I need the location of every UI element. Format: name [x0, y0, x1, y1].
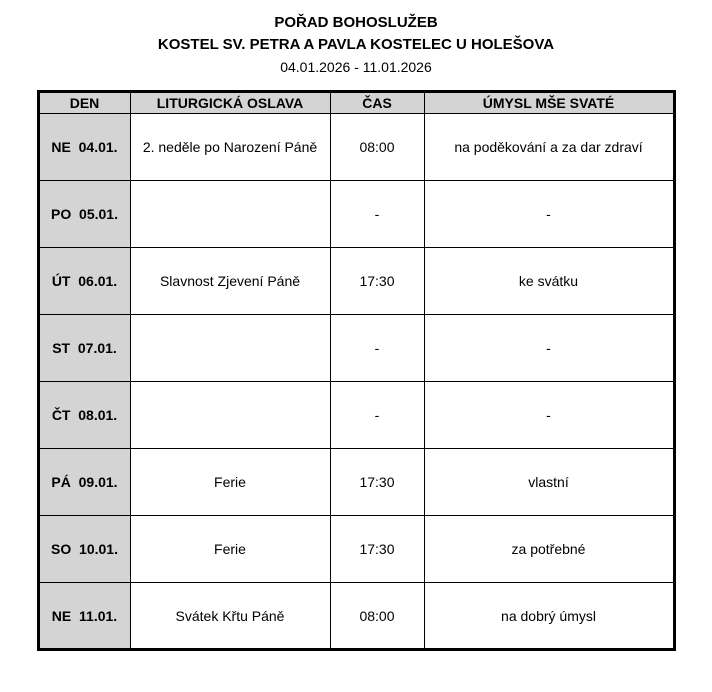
header-row	[38, 92, 674, 114]
intention-cell: ke svátku	[424, 248, 674, 315]
celebration-cell	[130, 315, 330, 382]
celebration-cell	[130, 382, 330, 449]
table-row	[38, 516, 674, 583]
table-row	[38, 449, 674, 516]
table-header	[38, 92, 674, 114]
day-cell: ÚT 06.01.	[38, 248, 130, 315]
day-cell: NE 04.01.	[38, 114, 130, 181]
celebration-cell: Ferie	[130, 516, 330, 583]
time-cell: -	[330, 181, 424, 248]
page-title: POŘAD BOHOSLUŽEB	[274, 14, 438, 31]
intention-cell: za potřebné	[424, 516, 674, 583]
day-cell: ČT 08.01.	[38, 382, 130, 449]
time-cell: -	[330, 382, 424, 449]
header-celebration: LITURGICKÁ OSLAVA	[130, 92, 330, 114]
time-cell: 17:30	[330, 449, 424, 516]
time-cell: -	[330, 315, 424, 382]
header-intention: ÚMYSL MŠE SVATÉ	[424, 92, 674, 114]
header-day: DEN	[38, 92, 130, 114]
table-row	[38, 583, 674, 650]
intention-cell: vlastní	[424, 449, 674, 516]
time-cell: 08:00	[330, 114, 424, 181]
intention-cell: -	[424, 315, 674, 382]
schedule-table	[37, 90, 676, 651]
document-header	[0, 0, 712, 78]
celebration-cell	[130, 181, 330, 248]
day-cell: NE 11.01.	[38, 583, 130, 650]
table-row	[38, 114, 674, 181]
day-cell: PÁ 09.01.	[38, 449, 130, 516]
table-row	[38, 248, 674, 315]
time-cell: 17:30	[330, 516, 424, 583]
day-cell: ST 07.01.	[38, 315, 130, 382]
day-cell: SO 10.01.	[38, 516, 130, 583]
celebration-cell: 2. neděle po Narození Páně	[130, 114, 330, 181]
date-range: 04.01.2026 - 11.01.2026	[280, 59, 432, 75]
celebration-cell: Svátek Křtu Páně	[130, 583, 330, 650]
page-subtitle: KOSTEL SV. PETRA A PAVLA KOSTELEC U HOLEŠOVA	[157, 36, 555, 53]
celebration-cell: Slavnost Zjevení Páně	[130, 248, 330, 315]
time-cell: 08:00	[330, 583, 424, 650]
header-time: ČAS	[330, 92, 424, 114]
intention-cell: -	[424, 181, 674, 248]
table-row	[38, 181, 674, 248]
intention-cell: na poděkování a za dar zdraví	[424, 114, 674, 181]
time-cell: 17:30	[330, 248, 424, 315]
intention-cell: -	[424, 382, 674, 449]
intention-cell: na dobrý úmysl	[424, 583, 674, 650]
table-row	[38, 382, 674, 449]
day-cell: PO 05.01.	[38, 181, 130, 248]
celebration-cell: Ferie	[130, 449, 330, 516]
table-body	[38, 114, 674, 650]
table-row	[38, 315, 674, 382]
